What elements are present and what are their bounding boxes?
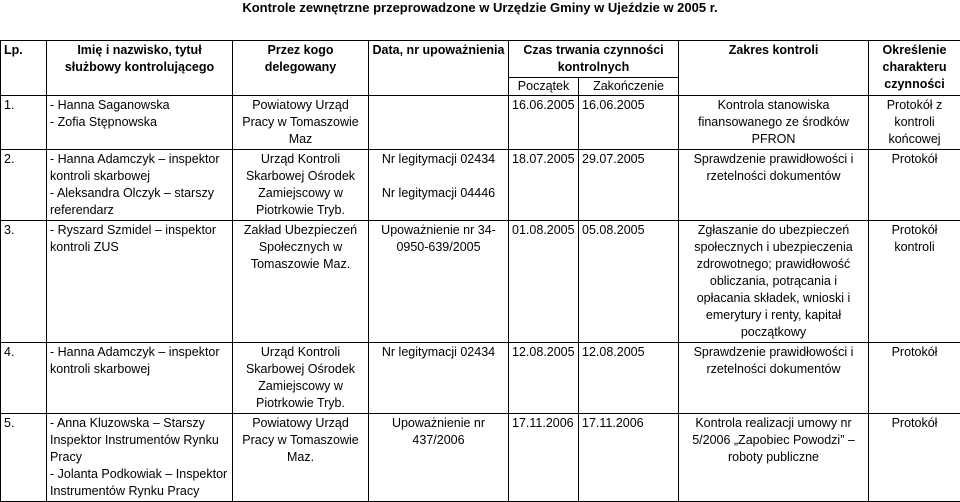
start-date: 18.07.2005 (509, 150, 579, 221)
authorization: Nr legitymacji 02434 (369, 343, 509, 414)
header-end: Zakończenie (579, 78, 679, 96)
authorization: Nr legitymacji 04446 (372, 185, 505, 202)
delegated-by: Powiatowy Urząd Pracy w Tomaszowie Maz (233, 96, 369, 150)
row-lp: 3. (1, 221, 47, 343)
end-date: 16.06.2005 (579, 96, 679, 150)
record-type: Protokół z kontroli końcowej (869, 96, 960, 150)
inspector-name: - Anna Kluzowska – Starszy Inspektor Instrumentów Rynku Pracy (50, 415, 229, 466)
authorization: Nr legitymacji 02434 (372, 151, 505, 168)
end-date: 05.08.2005 (579, 221, 679, 343)
row-lp: 4. (1, 343, 47, 414)
table-row (1, 414, 960, 502)
record-type: Protokół (869, 150, 960, 221)
row-lp: 2. (1, 150, 47, 221)
row-lp: 1. (1, 96, 47, 150)
inspector-name: - Ryszard Szmidel – inspektor kontroli ZUS (50, 222, 229, 256)
start-date: 16.06.2005 (509, 96, 579, 150)
table-row (1, 343, 960, 414)
header-row (1, 41, 960, 78)
record-type: Protokół (869, 343, 960, 414)
start-date: 01.08.2005 (509, 221, 579, 343)
scope: Sprawdzenie prawidłowości i rzetelności dokumentów (679, 150, 869, 221)
scope: Zgłaszanie do ubezpieczeń społecznych i ubezpieczenia zdrowotnego; prawidłowość obliczania, potrącania i opłacania składek, wnioski i emerytury i renty, kapitał początkowy (679, 221, 869, 343)
header-start: Początek (509, 78, 579, 96)
delegated-by: Powiatowy Urząd Pracy w Tomaszowie Maz. (233, 414, 369, 502)
scope: Sprawdzenie prawidłowości i rzetelności dokumentów (679, 343, 869, 414)
authorization: Upoważnienie nr 437/2006 (369, 414, 509, 502)
end-date: 29.07.2005 (579, 150, 679, 221)
header-delegated: Przez kogo delegowany (233, 41, 369, 96)
header-type: Określenie charakteru czynności (869, 41, 960, 96)
record-type: Protokół kontroli (869, 221, 960, 343)
inspector-name: - Zofia Stępnowska (50, 114, 229, 131)
inspector-name: - Hanna Adamczyk – inspektor kontroli skarbowej (50, 151, 229, 185)
table-row (1, 221, 960, 343)
delegated-by: Zakład Ubezpieczeń Społecznych w Tomaszowie Maz. (233, 221, 369, 343)
authorization (369, 96, 509, 150)
header-name: Imię i nazwisko, tytuł służbowy kontrolującego (47, 41, 233, 96)
inspector-name: - Hanna Adamczyk – inspektor kontroli skarbowej (50, 344, 229, 378)
header-lp: Lp. (1, 41, 47, 96)
end-date: 12.08.2005 (579, 343, 679, 414)
row-lp: 5. (1, 414, 47, 502)
delegated-by: Urząd Kontroli Skarbowej Ośrodek Zamiejscowy w Piotrkowie Tryb. (233, 150, 369, 221)
end-date: 17.11.2006 (579, 414, 679, 502)
scope: Kontrola stanowiska finansowanego ze środków PFRON (679, 96, 869, 150)
delegated-by: Urząd Kontroli Skarbowej Ośrodek Zamiejscowy w Piotrkowie Tryb. (233, 343, 369, 414)
header-date: Data, nr upoważnienia (369, 41, 509, 96)
authorization: Upoważnienie nr 34-0950-639/2005 (369, 221, 509, 343)
header-scope: Zakres kontroli (679, 41, 869, 96)
inspector-name: - Hanna Saganowska (50, 97, 229, 114)
inspector-name: - Aleksandra Olczyk – starszy referendarz (50, 185, 229, 219)
start-date: 12.08.2005 (509, 343, 579, 414)
record-type: Protokół (869, 414, 960, 502)
scope: Kontrola realizacji umowy nr 5/2006 „Zapobiec Powodzi” – roboty publiczne (679, 414, 869, 502)
header-duration: Czas trwania czynności kontrolnych (509, 41, 679, 78)
start-date: 17.11.2006 (509, 414, 579, 502)
document-title: Kontrole zewnętrzne przeprowadzone w Urzędzie Gminy w Ujeździe w 2005 r. (0, 0, 960, 16)
inspector-name: - Jolanta Podkowiak – Inspektor Instrumentów Rynku Pracy (50, 466, 229, 500)
table-row (1, 150, 960, 221)
table-row (1, 96, 960, 150)
inspections-table (0, 40, 960, 502)
